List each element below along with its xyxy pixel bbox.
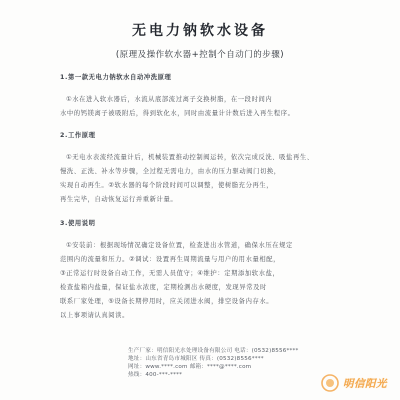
section-heading-instructions: 3.使用说明 [60,220,96,227]
section2-line: 实现自动再生。②软水器的每个阶段时间可以调整，使树脂充分再生， [60,182,274,189]
footer-line: 地址：山东省青岛市城阳区 传真：(0532)8556**** [128,356,264,362]
section3-line: ③正常运行时设备自动工作，无需人员值守；④维护：定期添加软水盐， [60,270,280,277]
section2-line: 再生完毕，自动恢复运行并重新计量。 [60,196,178,203]
intro-heading: 1.第一款无电力钠软水自动冲洗原理 [60,74,172,81]
intro-line: ①水在进入软水器后，水流从底部流过离子交换树脂，在一段时间内 [66,96,273,103]
section3-line: 检查盐箱内盐量，保证盐水浓度，定期检测出水硬度，发现异常及时 [60,284,267,291]
intro-line: 水中的钙镁离子被吸附后，得到软化水，同时由流量计计数后进入再生程序。 [60,110,295,117]
section2-line: ①无电水表流经流量计后，机械装置推动控制阀运转，依次完成反洗、吸盐再生、 [66,154,314,161]
watermark-text: 明信阳光 [343,378,387,390]
section-heading-working-principle: 2.工作原理 [60,132,96,139]
section3-line: 范围内的流量和压力。②调试：设置再生周期流量与用户的用水量相配， [60,256,281,263]
document-subtitle: (原理及操作软水器+控制个自动门的步骤) [115,50,285,60]
section3-line: 以上事项请认真阅读。 [60,312,129,319]
section3-line: ①安装前：根据现场情况确定设备位置，检查进出水管道，确保水压在规定 [66,242,293,249]
section3-line: 联系厂家处理，⑤设备长期停用时，应关闭进水阀，排空设备内存水。 [60,298,274,305]
footer-line: 网址：www.****.com 邮箱：****@****.com [128,364,252,370]
document-title: 无电力钠软水设备 [132,23,268,39]
footer-line: 生产厂家：明信阳光水处理设备有限公司 电话：(0532)8556**** [128,348,299,354]
footer-line: 热线：400-***-**** [128,372,183,378]
section2-line: 慢洗、正洗、补水等步骤，全过程无需电力，由水的压力驱动阀门切换， [60,168,281,175]
